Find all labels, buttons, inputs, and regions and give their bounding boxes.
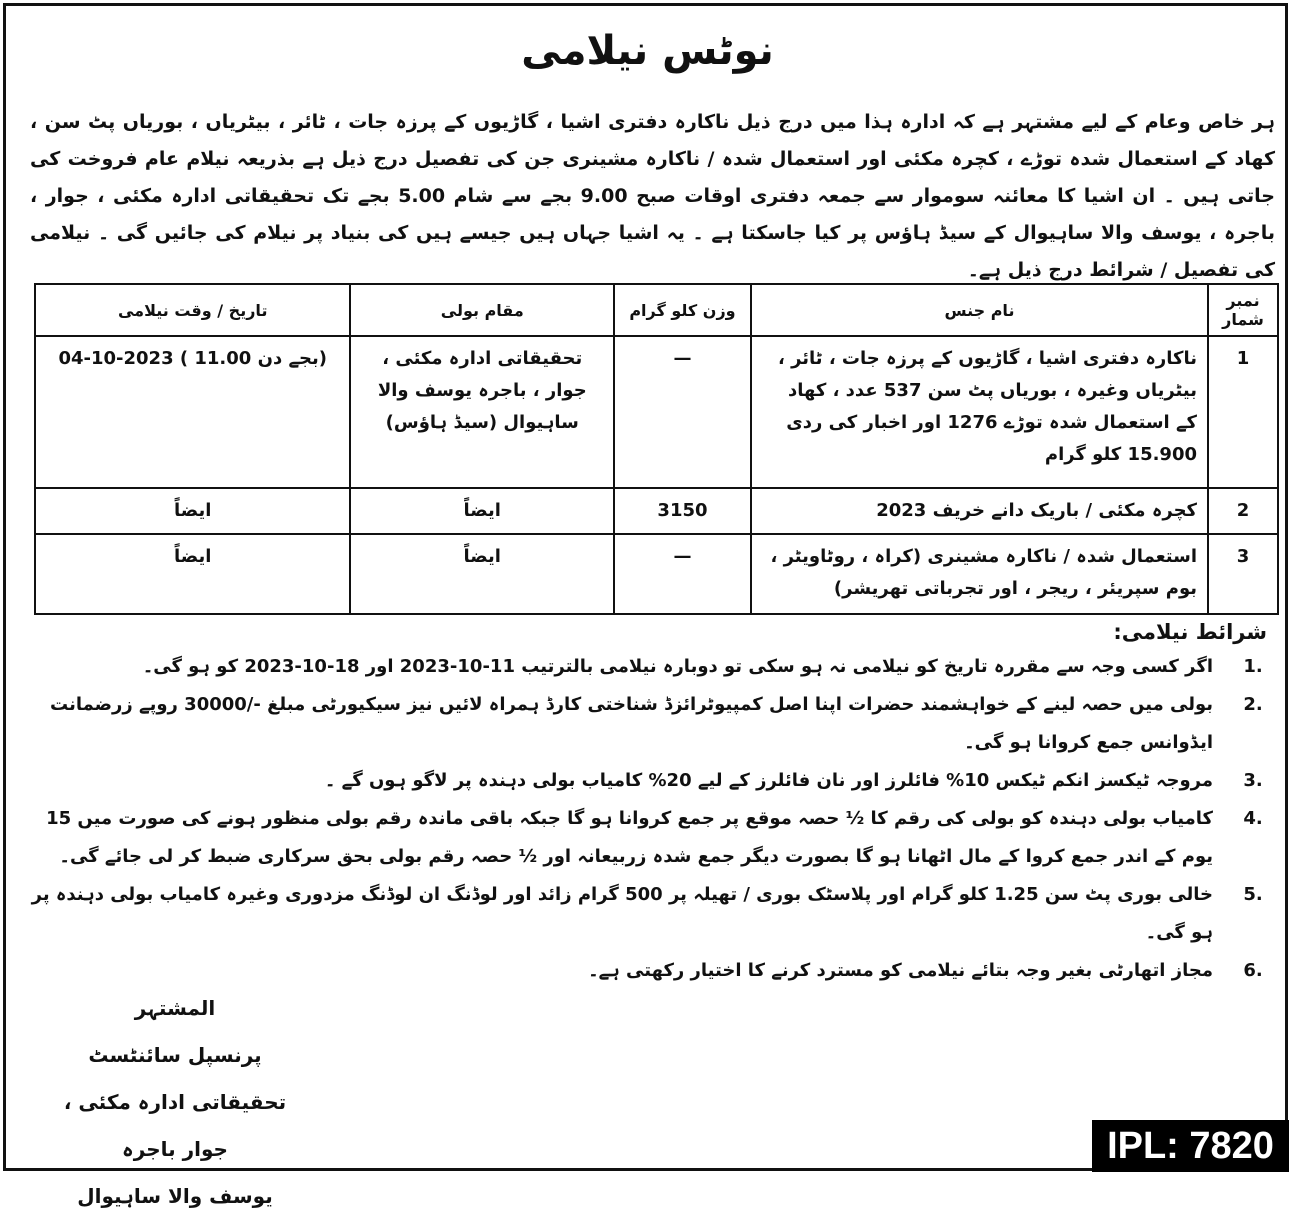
list-item bbox=[12, 762, 1273, 800]
signature-institute: تحقیقاتی ادارہ مکئی ، جوار باجرہ bbox=[63, 1090, 287, 1161]
row-datetime: ایضاً bbox=[35, 534, 350, 614]
row-place: ایضاً bbox=[350, 534, 614, 614]
signature-block bbox=[60, 985, 290, 1220]
condition-number: 1. bbox=[1243, 656, 1263, 677]
header-datetime: تاریخ / وقت نیلامی bbox=[35, 284, 350, 336]
row-place: ایضاً bbox=[350, 488, 614, 534]
table-row bbox=[35, 488, 1278, 534]
condition-text: بولی میں حصہ لینے کے خواہشمند حضرات اپنا اصل کمپیوٹرائزڈ شناختی کارڈ ہمراہ لائیں نیز سیکیورٹی مبلغ -/30000 روپے زرضمانت ایڈوانس جمع کروانا ہو گی۔ bbox=[50, 694, 1213, 753]
table-header-row bbox=[35, 284, 1278, 336]
conditions-list bbox=[12, 648, 1273, 990]
row-weight: 3150 bbox=[614, 488, 751, 534]
row-item: ناکارہ دفتری اشیا ، گاڑیوں کے پرزہ جات ، ٹائر ، بیٹریاں وغیرہ ، بوریاں پٹ سن 537 عدد ، کھاد کے استعمال شدہ توڑے 1276 اور اخبار کی ردی 15.900 کلو گرام bbox=[751, 336, 1208, 488]
condition-text: کامیاب بولی دہندہ کو بولی کی رقم کا ½ حصہ موقع پر جمع کروانا ہو گا جبکہ باقی ماندہ رقم بولی منظور ہونے کی صورت میں 15 یوم کے اندر جمع کروا کے مال اٹھانا ہو گا بصورت دیگر جمع شدہ زربیعانہ اور ½ حصہ رقم بولی بحق سرکاری ضبط کر لی جائے گی۔ bbox=[46, 808, 1213, 867]
row-datetime: 04-10-2023 ( 11.00 بجے دن) bbox=[35, 336, 350, 488]
condition-text: مروجہ ٹیکسز انکم ٹیکس 10% فائلرز اور نان فائلرز کے لیے 20% کامیاب بولی دہندہ پر لاگو ہوں گے ۔ bbox=[324, 770, 1213, 791]
row-item: کچرہ مکئی / باریک دانے خریف 2023 bbox=[751, 488, 1208, 534]
list-item bbox=[12, 686, 1273, 762]
row-item: استعمال شدہ / ناکارہ مشینری (کراہ ، روٹاویٹر ، بوم سپریئر ، ریجر ، اور تجرباتی تھریشر) bbox=[751, 534, 1208, 614]
condition-number: 2. bbox=[1243, 694, 1263, 715]
signature-location: یوسف والا ساہیوال bbox=[77, 1184, 273, 1208]
row-serial: 2 bbox=[1208, 488, 1278, 534]
condition-text: مجاز اتھارٹی بغیر وجہ بتائے نیلامی کو مسترد کرنے کا اختیار رکھتی ہے۔ bbox=[588, 960, 1213, 981]
conditions-heading: شرائط نیلامی: bbox=[1113, 620, 1267, 644]
intro-paragraph: ہر خاص وعام کے لیے مشتہر ہے کہ ادارہ ہذا میں درج ذیل ناکارہ دفتری اشیا ، گاڑیوں کے پرزہ جات ، ٹائر ، بیٹریاں ، بوریاں پٹ سن ، کھاد کے استعمال شدہ توڑے ، کچرہ مکئی اور استعمال شدہ / ناکارہ مشینری جن کی تفصیل درج ذیل ہے بذریعہ نیلام عام فروخت کی جاتی ہیں ۔ ان اشیا کا معائنہ سوموار سے جمعہ دفتری اوقات صبح 9.00 بجے سے شام 5.00 بجے تک تحقیقاتی ادارہ مکئی ، جوار ، باجرہ ، یوسف والا ساہیوال کے سیڈ ہاؤس پر کیا جاسکتا ہے ۔ یہ اشیا جہاں ہیں جیسے ہیں کی بنیاد پر نیلام کی جائیں گی ۔ نیلامی کی تفصیل / شرائط درج ذیل ہے۔ bbox=[30, 111, 1275, 281]
table-row bbox=[35, 336, 1278, 488]
row-serial: 1 bbox=[1208, 336, 1278, 488]
list-item bbox=[12, 800, 1273, 876]
list-item bbox=[12, 876, 1273, 952]
condition-number: 5. bbox=[1243, 884, 1263, 905]
list-item bbox=[12, 648, 1273, 686]
condition-number: 6. bbox=[1243, 960, 1263, 981]
header-serial: نمبر شمار bbox=[1208, 284, 1278, 336]
table-row bbox=[35, 534, 1278, 614]
row-weight: — bbox=[614, 534, 751, 614]
auction-items-table bbox=[34, 283, 1279, 615]
row-datetime: ایضاً bbox=[35, 488, 350, 534]
signature-designation: پرنسپل سائنٹسٹ bbox=[88, 1043, 262, 1067]
condition-text: اگر کسی وجہ سے مقررہ تاریخ کو نیلامی نہ ہو سکی تو دوبارہ نیلامی بالترتیب 11-10-2023 اور 18-10-2023 کو ہو گی۔ bbox=[142, 656, 1213, 677]
condition-number: 4. bbox=[1243, 808, 1263, 829]
signature-advertiser: المشتہر bbox=[134, 996, 216, 1020]
condition-number: 3. bbox=[1243, 770, 1263, 791]
header-item: نام جنس bbox=[751, 284, 1208, 336]
row-weight: — bbox=[614, 336, 751, 488]
ipl-badge: IPL: 7820 bbox=[1092, 1120, 1289, 1172]
condition-text: خالی بوری پٹ سن 1.25 کلو گرام اور پلاسٹک بوری / تھیلہ پر 500 گرام زائد اور لوڈنگ ان لوڈنگ مزدوری وغیرہ کامیاب بولی دہندہ پر ہو گی۔ bbox=[31, 884, 1213, 943]
row-serial: 3 bbox=[1208, 534, 1278, 614]
row-place: تحقیقاتی ادارہ مکئی ، جوار ، باجرہ یوسف والا ساہیوال (سیڈ ہاؤس) bbox=[350, 336, 614, 488]
header-place: مقام بولی bbox=[350, 284, 614, 336]
header-weight: وزن کلو گرام bbox=[614, 284, 751, 336]
notice-title: نوٹس نیلامی bbox=[521, 28, 774, 74]
